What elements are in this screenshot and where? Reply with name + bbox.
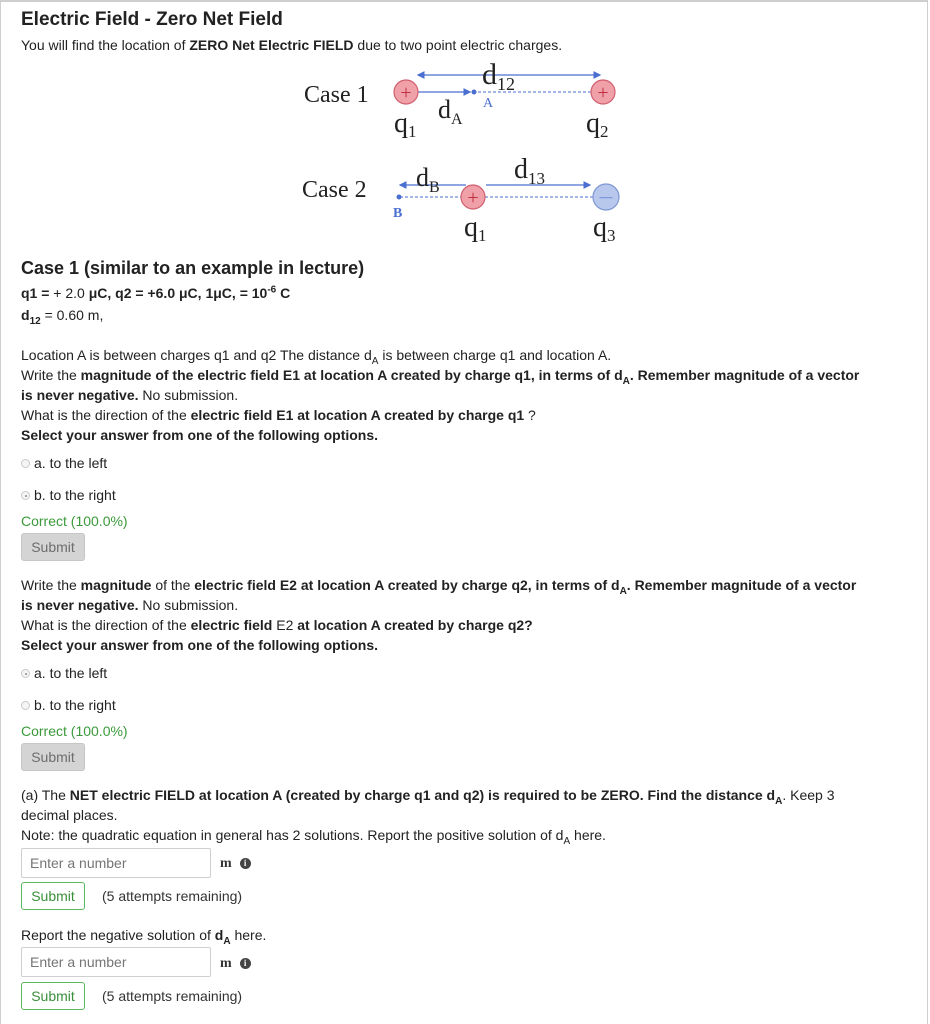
radio-button[interactable]	[21, 459, 30, 468]
charge-diagram	[290, 58, 650, 248]
given-distance: $d_{12} = 0.60$ m,	[21, 307, 104, 327]
given-charges: q1 = + 2.0 μC, q2 = +6.0 μC, 1μC, = $10^{-6}$ C	[21, 284, 291, 301]
positive-solution-input[interactable]	[21, 848, 211, 878]
q2-submit-button[interactable]: Submit	[21, 743, 85, 771]
q1-submit-button[interactable]: Submit	[21, 533, 85, 561]
q1-option-b[interactable]: b. to the right	[21, 485, 116, 505]
dA-label: $d_A$	[438, 95, 463, 128]
radio-button[interactable]	[21, 701, 30, 710]
attempts-remaining-1: (5 attempts remaining)	[102, 888, 243, 904]
plus-icon: +	[597, 82, 609, 104]
page-title: Electric Field - Zero Net Field	[21, 9, 283, 30]
q1-status: Correct (100.0%)	[21, 513, 128, 529]
q2-option-b[interactable]: b. to the right	[21, 695, 116, 715]
q1-text-location: Location A is between charges q1 and q2 The distance $d_A$ is between charge q1 and location A.	[21, 347, 612, 367]
plus-icon: +	[400, 82, 412, 104]
info-icon[interactable]: i	[240, 858, 251, 869]
info-icon[interactable]: i	[240, 958, 251, 969]
point-A-dot	[472, 90, 477, 95]
q1-text-magnitude: Write the magnitude of the electric field E1 at location A created by charge q1, in terms of $d_A$. Remember magnitude of a vector	[21, 367, 860, 387]
case1-label: Case 1	[304, 82, 369, 108]
q1-option-a[interactable]: a. to the left	[21, 453, 107, 473]
intro-text: You will find the location of ZERO Net Electric FIELD due to two point electric charges.	[21, 37, 563, 53]
minus-icon: —	[599, 189, 613, 204]
q1-label-case1: q1	[394, 108, 417, 141]
case1-heading: Case 1 (similar to an example in lecture)	[21, 258, 365, 278]
q1-select-prompt: Select your answer from one of the following options.	[21, 427, 379, 443]
q3-text-decimals: decimal places.	[21, 807, 118, 823]
unit-1: m i	[220, 854, 251, 872]
dB-label: $d_B$	[416, 163, 440, 196]
q3-text-net-field: (a) The NET electric FIELD at location A (created by charge q1 and q2) is required to be ZERO. Find the distance $d_A$. Keep 3	[21, 787, 835, 807]
q3-text-note: Note: the quadratic equation in general has 2 solutions. Report the positive solution of $d_A$ here.	[21, 827, 606, 847]
q1-label-case2: q1	[464, 212, 487, 245]
q3-label: q3	[593, 212, 616, 245]
q2-status: Correct (100.0%)	[21, 723, 128, 739]
q1-text-nonnegative: is never negative. No submission.	[21, 387, 239, 403]
radio-button-selected[interactable]	[21, 491, 30, 500]
q2-text-nonnegative: is never negative. No submission.	[21, 597, 239, 613]
q3-submit-button-1[interactable]: Submit	[21, 882, 85, 910]
q2-select-prompt: Select your answer from one of the following options.	[21, 637, 379, 653]
point-B-label: B	[393, 206, 403, 221]
point-A-label: A	[483, 96, 494, 111]
case2-label: Case 2	[302, 177, 367, 203]
q1-text-direction: What is the direction of the electric field E1 at location A created by charge q1 ?	[21, 407, 536, 423]
d13-label: $d_{13}$	[514, 154, 545, 188]
q3-submit-button-2[interactable]: Submit	[21, 982, 85, 1010]
d12-label: $d_{12}$	[482, 58, 515, 94]
q3-text-negative: Report the negative solution of $d_A$ here.	[21, 927, 267, 947]
q2-text-magnitude: Write the magnitude of the electric field E2 at location A created by charge q2, in terms of $d_A$. Remember magnitude of a vector	[21, 577, 857, 597]
radio-button-selected[interactable]	[21, 669, 30, 678]
q2-label: q2	[586, 108, 609, 141]
negative-solution-input[interactable]	[21, 947, 211, 977]
unit-2: m i	[220, 954, 251, 972]
attempts-remaining-2: (5 attempts remaining)	[102, 988, 243, 1004]
q2-text-direction: What is the direction of the electric field E2 at location A created by charge q2?	[21, 617, 533, 633]
plus-icon: +	[467, 187, 479, 209]
q2-option-a[interactable]: a. to the left	[21, 663, 107, 683]
point-B-dot	[397, 195, 402, 200]
